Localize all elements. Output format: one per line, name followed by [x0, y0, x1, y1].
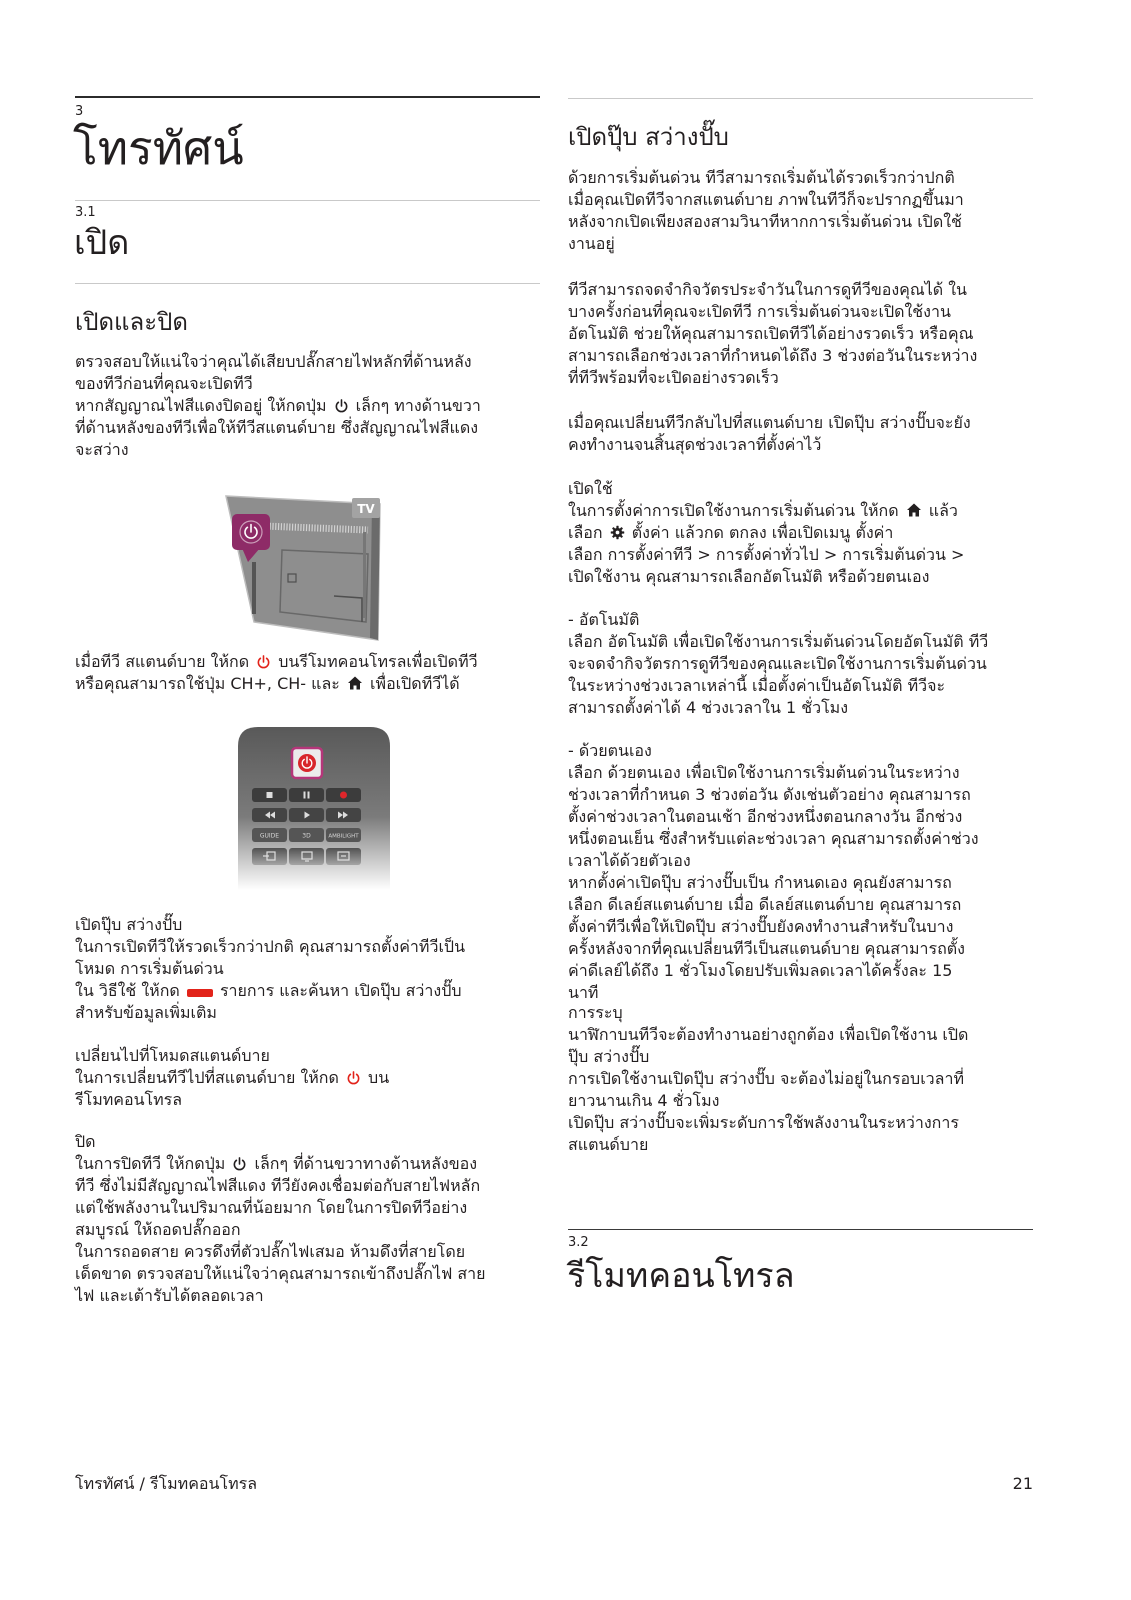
remote-power-button [292, 748, 322, 778]
text-run: ยาวนานเกิน 4 ชั่วโมง [568, 1091, 720, 1110]
remote-function-row [252, 828, 361, 842]
footer-breadcrumb: โทรทัศน์ / รีโมทคอนโทรล [75, 1474, 258, 1493]
text-line [568, 850, 1033, 872]
text-line [568, 609, 1033, 631]
text-run: ของทีวีก่อนที่คุณจะเปิดทีวี [75, 374, 253, 393]
text-run: แต่ใช้พลังงานในปริมาณที่น้อยมาก โดยในการปิดทีวีอย่าง [75, 1198, 468, 1217]
text-run: เลือก ดีเลย์สแตนด์บาย เมื่อ ดีเลย์สแตนด์บาย คุณสามารถ [568, 895, 962, 914]
text-line [568, 301, 1033, 323]
text-line [75, 936, 540, 958]
text-line [568, 960, 1033, 982]
text-run: โหมด การเริ่มต้นด่วน [75, 959, 224, 978]
text-line [75, 1153, 540, 1175]
text-run: เปิดปุ๊บ สว่างปั๊บ [75, 915, 183, 934]
section-number-3-2: 3.2 [568, 1235, 589, 1250]
text-line [75, 351, 540, 373]
text-line [75, 914, 540, 936]
section-rule-3-2 [568, 1229, 1033, 1230]
text-run: บน [362, 1068, 390, 1087]
chapter-number: 3 [75, 104, 84, 119]
text-run: เปิดปุ๊บ สว่างปั๊บจะเพิ่มระดับการใช้พลังงานในระหว่างการ [568, 1113, 959, 1132]
stop-icon [267, 792, 273, 798]
text-run: นาฬิกาบนทีวีจะต้องทำงานอย่างถูกต้อง เพื่อเปิดใช้งาน เปิด [568, 1025, 969, 1044]
text-line [75, 1197, 540, 1219]
paragraph-switch-off [75, 1131, 540, 1307]
paragraph-quick-start-standby [568, 412, 1033, 456]
3d-button-label: 3D [302, 832, 311, 840]
text-run: เวลาได้ด้วยตัวเอง [568, 851, 691, 870]
text-line [568, 233, 1033, 255]
text-line [75, 439, 540, 461]
subsection-rule [75, 283, 540, 284]
paragraph-quick-start-intro [568, 167, 1033, 255]
red-key-icon [187, 988, 213, 998]
remote-source-row [252, 848, 361, 865]
text-run: เปลี่ยนไปที่โหมดสแตนด์บาย [75, 1046, 270, 1065]
text-line [568, 478, 1033, 500]
text-line [568, 544, 1033, 566]
text-line [568, 1024, 1033, 1046]
text-run: เลือก อัตโนมัติ เพื่อเปิดใช้งานการเริ่มต้นด่วนโดยอัตโนมัติ ทีวี [568, 632, 989, 651]
page-number: 21 [1012, 1474, 1033, 1493]
guide-button-label: GUIDE [259, 832, 280, 840]
gear-icon [610, 525, 625, 540]
text-line [568, 1090, 1033, 1112]
text-run: - อัตโนมัติ [568, 610, 640, 629]
power-icon [256, 654, 271, 669]
text-run: งานอยู่ [568, 234, 615, 253]
text-line [75, 1285, 540, 1307]
text-run: หากสัญญาณไฟสีแดงปิดอยู่ ให้กดปุ่ม [75, 396, 332, 415]
text-run: เมื่อทีวี สแตนด์บาย ให้กด [75, 652, 255, 671]
text-run: เปิดใช้ [568, 479, 613, 498]
text-run: ด้วยการเริ่มต้นด่วน ทีวีสามารถเริ่มต้นได้รวดเร็วกว่าปกติ [568, 168, 955, 187]
text-run: ในการตั้งค่าการเปิดใช้งานการเริ่มต้นด่วน ให้กด [568, 501, 904, 520]
text-line [568, 697, 1033, 719]
section-title: เปิด [74, 223, 130, 263]
text-line [568, 279, 1033, 301]
text-run: สมบูรณ์ ให้ถอดปลั๊กออก [75, 1220, 241, 1239]
text-run: สำหรับข้อมูลเพิ่มเติม [75, 1003, 217, 1022]
text-run: หรือคุณสามารถใช้ปุ่ม CH+, CH- และ [75, 674, 345, 693]
text-run: หลังจากเปิดเพียงสองสามวินาทีหากการเริ่มต้นด่วน เปิดใช้ [568, 212, 962, 231]
paragraph-specifications [568, 1002, 1033, 1156]
text-line [75, 395, 540, 417]
text-run: ในระหว่างช่วงเวลาเหล่านี้ เมื่อตั้งค่าเป็นอัตโนมัติ ทีวีจะ [568, 676, 946, 695]
home-icon [347, 675, 363, 691]
remote-control-illustration [236, 724, 392, 890]
text-line [568, 916, 1033, 938]
text-run: ตั้งค่าช่วงเวลาในตอนเช้า อีกช่วงหนึ่งตอนกลางวัน อีกช่วง [568, 807, 963, 826]
text-line [568, 894, 1033, 916]
text-line [568, 323, 1033, 345]
paragraph-switch-on [568, 478, 1033, 588]
text-run: สามารถเลือกช่วงเวลาที่กำหนดได้ถึง 3 ช่วงต่อวันในระหว่าง [568, 346, 978, 365]
paragraph-automatic [568, 609, 1033, 719]
text-run: เด็ดขาด ตรวจสอบให้แน่ใจว่าคุณสามารถเข้าถึงปลั๊กไฟ สาย [75, 1264, 486, 1283]
chapter-title: โทรทัศน์ [73, 121, 244, 175]
text-run: ใน วิธีใช้ ให้กด [75, 981, 185, 1000]
text-line [568, 740, 1033, 762]
text-line [568, 938, 1033, 960]
subsection-title: เปิดและปิด [75, 308, 188, 336]
text-line [75, 958, 540, 980]
tv-back-illustration [222, 490, 400, 644]
paragraph-switch-to-standby [75, 1045, 540, 1111]
text-line [75, 1219, 540, 1241]
text-run: ตรวจสอบให้แน่ใจว่าคุณได้เสียบปลั๊กสายไฟหลักที่ด้านหลัง [75, 352, 472, 371]
text-run: ในการเปิดทีวีให้รวดเร็วกว่าปกติ คุณสามารถตั้งค่าทีวีเป็น [75, 937, 466, 956]
text-run: เล็กๆ ที่ด้านขวาทางด้านหลังของ [249, 1154, 478, 1173]
text-line [75, 417, 540, 439]
paragraph-standby-caption [75, 651, 540, 695]
text-line [75, 373, 540, 395]
text-run: หนึ่งตอนเย็น ซึ่งสำหรับแต่ละช่วงเวลา คุณสามารถตั้งค่าช่วง [568, 829, 979, 848]
section-number: 3.1 [75, 205, 96, 220]
tv-badge-label: TV [357, 502, 375, 516]
text-line [568, 345, 1033, 367]
text-run: แล้ว [923, 501, 958, 520]
text-run: ในการเปลี่ยนทีวีไปที่สแตนด์บาย ให้กด [75, 1068, 344, 1087]
text-line [568, 1112, 1033, 1134]
text-run: สแตนด์บาย [568, 1135, 649, 1154]
text-run: เลือก ด้วยตนเอง เพื่อเปิดใช้งานการเริ่มต้นด่วนในระหว่าง [568, 763, 960, 782]
text-run: เพื่อเปิดทีวีได้ [364, 674, 460, 693]
text-line [568, 872, 1033, 894]
text-line [75, 1131, 540, 1153]
text-line [568, 675, 1033, 697]
text-line [568, 211, 1033, 233]
text-line [75, 1045, 540, 1067]
text-line [568, 522, 1033, 544]
text-run: ตั้งค่าทีวีเพื่อให้เปิดปุ๊บ สว่างปั๊บยังคงทำงานสำหรับในบาง [568, 917, 954, 936]
remote-playback-row [252, 788, 361, 802]
text-run: ในการถอดสาย ควรดึงที่ตัวปลั๊กไฟเสมอ ห้ามดึงที่สายโดย [75, 1242, 466, 1261]
text-run: สามารถตั้งค่าได้ 4 ช่วงเวลาใน 1 ชั่วโมง [568, 698, 849, 717]
text-line [568, 367, 1033, 389]
text-line [568, 1134, 1033, 1156]
home-icon [906, 502, 922, 518]
text-run: จะสว่าง [75, 440, 129, 459]
text-line [75, 1175, 540, 1197]
ambilight-button-label: AMBILIGHT [328, 833, 359, 840]
section-rule [75, 200, 540, 201]
paragraph-quick-start-routine [568, 279, 1033, 389]
text-line [75, 673, 540, 695]
text-line [75, 1241, 540, 1263]
paragraph-manual [568, 740, 1033, 1004]
text-run: ปิด [75, 1132, 96, 1151]
text-line [75, 1263, 540, 1285]
text-run: นาที [568, 983, 599, 1002]
text-line [75, 651, 540, 673]
text-run: ค่าดีเลย์ได้ถึง 1 ชั่วโมงโดยปรับเพิ่มลดเวลาได้ครั้งละ 15 [568, 961, 953, 980]
text-run: บนรีโมทคอนโทรลเพื่อเปิดทีวี [273, 652, 478, 671]
text-run: การเปิดใช้งานเปิดปุ๊บ สว่างปั๊บ จะต้องไม่อยู่ในกรอบเวลาที่ [568, 1069, 964, 1088]
text-run: ตั้งค่า แล้วกด ตกลง เพื่อเปิดเมนู ตั้งค่า [626, 523, 894, 542]
text-line [75, 1067, 540, 1089]
text-run: หากตั้งค่าเปิดปุ๊บ สว่างปั๊บเป็น กำหนดเอง คุณยังสามารถ [568, 873, 952, 892]
text-line [568, 762, 1033, 784]
text-run: ช่วงเวลาที่กำหนด 3 ช่วงต่อวัน ดังเช่นตัวอย่าง คุณสามารถ [568, 785, 971, 804]
power-icon [232, 1156, 247, 1171]
text-run: ที่ด้านหลังของทีวีเพื่อให้ทีวีสแตนด์บาย ซึ่งสัญญาณไฟสีแดง [75, 418, 479, 437]
text-run: เปิดใช้งาน คุณสามารถเลือกอัตโนมัติ หรือด้วยตนเอง [568, 567, 930, 586]
text-run: เมื่อคุณเปลี่ยนทีวีกลับไปที่สแตนด์บาย เปิดปุ๊บ สว่างปั๊บจะยัง [568, 413, 971, 432]
text-line [568, 500, 1033, 522]
text-run: ที่ทีวีพร้อมที่จะเปิดอย่างรวดเร็ว [568, 368, 779, 387]
power-icon [334, 398, 349, 413]
text-run: ปุ๊บ สว่างปั๊บ [568, 1047, 650, 1066]
power-icon [346, 1070, 361, 1085]
text-run: ในการปิดทีวี ให้กดปุ่ม [75, 1154, 231, 1173]
text-run: อัตโนมัติ ช่วยให้คุณสามารถเปิดทีวีได้อย่างรวดเร็ว หรือคุณ [568, 324, 974, 343]
text-line [568, 784, 1033, 806]
text-run: รีโมทคอนโทรล [75, 1090, 183, 1109]
text-line [568, 828, 1033, 850]
text-run: - ด้วยตนเอง [568, 741, 652, 760]
text-line [568, 653, 1033, 675]
text-run: ไฟ และเต้ารับได้ตลอดเวลา [75, 1286, 264, 1305]
text-run: เล็กๆ ทางด้านขวา [350, 396, 481, 415]
subsection-rule-right [568, 98, 1033, 99]
subsection-title-right: เปิดปุ๊บ สว่างปั๊บ [568, 123, 729, 151]
chapter-rule [75, 96, 540, 98]
text-run: รายการ และค้นหา เปิดปุ๊บ สว่างปั๊บ [214, 981, 462, 1000]
text-run: เมื่อคุณเปิดทีวีจากสแตนด์บาย ภาพในทีวีก็จะปรากฏขึ้นมา [568, 190, 964, 209]
text-run: การระบุ [568, 1003, 623, 1022]
text-line [568, 1068, 1033, 1090]
text-line [568, 434, 1033, 456]
paragraph-power-on [75, 351, 540, 461]
text-run: จะจดจำกิจวัตรการดูทีวีของคุณและเปิดใช้งานการเริ่มต้นด่วน [568, 654, 987, 673]
text-line [568, 412, 1033, 434]
text-line [75, 980, 540, 1002]
text-line [75, 1089, 540, 1111]
text-run: ทีวี ซึ่งไม่มีสัญญาณไฟสีแดง ทีวียังคงเชื่อมต่อกับสายไฟหลัก [75, 1176, 481, 1195]
section-title-3-2: รีโมทคอนโทรล [567, 1256, 795, 1296]
text-run: เลือก การตั้งค่าทีวี > การตั้งค่าทั่วไป > การเริ่มต้นด่วน > [568, 545, 965, 564]
text-run: เลือก [568, 523, 608, 542]
remote-transport-row [252, 808, 361, 822]
text-run: บางครั้งก่อนที่คุณจะเปิดทีวี การเริ่มต้นด่วนจะเปิดใช้งาน [568, 302, 951, 321]
text-run: ครั้งหลังจากที่คุณเปลี่ยนทีวีเป็นสแตนด์บาย คุณสามารถตั้ง [568, 939, 965, 958]
text-run: คงทำงานจนสิ้นสุดช่วงเวลาที่ตั้งค่าไว้ [568, 435, 822, 454]
text-run: ทีวีสามารถจดจำกิจวัตรประจำวันในการดูทีวีของคุณได้ ใน [568, 280, 967, 299]
tv-badge [352, 498, 380, 518]
text-line [568, 806, 1033, 828]
text-line [568, 167, 1033, 189]
text-line [568, 631, 1033, 653]
text-line [568, 1002, 1033, 1024]
text-line [568, 1046, 1033, 1068]
record-icon [340, 792, 347, 799]
text-line [75, 1002, 540, 1024]
text-line [568, 566, 1033, 588]
paragraph-quick-start-note [75, 914, 540, 1024]
text-line [568, 982, 1033, 1004]
text-line [568, 189, 1033, 211]
